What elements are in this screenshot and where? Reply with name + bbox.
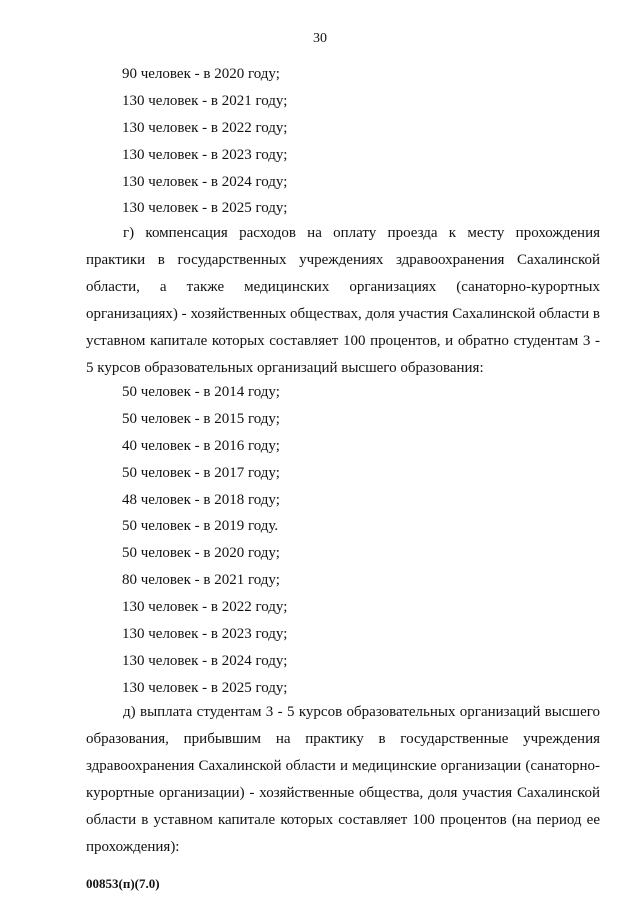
list-item: 130 человек - в 2025 году; <box>122 200 288 217</box>
paragraph-d-text: д) выплата студентам 3 - 5 курсов образовательных организаций высшего образования, прибывшим на практику в государственные учреждения здравоохранения Сахалинской области и медицинские организации (санаторно-курортные организации) - хозяйственные общества, доля участия Сахалинской области в уставном капитале которых составляет 100 процентов (на период ее прохождения): <box>86 704 600 855</box>
list-item: 80 человек - в 2021 году; <box>122 572 280 589</box>
year-list-1 <box>122 65 287 226</box>
paragraph-g-text: г) компенсация расходов на оплату проезда к месту прохождения практики в государственных учреждениях здравоохранения Сахалинской области, а также медицинских организациях (санаторно-курортных организациях) - хозяйственных обществах, доля участия Сахалинской области в уставном капитале которых составляет 100 процентов, и обратно студентам 3 - 5 курсов образовательных организаций высшего образования: <box>86 225 600 376</box>
list-item: 40 человек - в 2016 году; <box>122 437 280 454</box>
list-item: 50 человек - в 2015 году; <box>122 410 280 427</box>
page-number: 30 <box>313 31 327 46</box>
list-item: 130 человек - в 2024 году; <box>122 173 288 190</box>
list-item: 130 человек - в 2023 году; <box>122 146 288 163</box>
document-code: 00853(п)(7.0) <box>86 876 160 891</box>
list-item: 50 человек - в 2020 году; <box>122 545 280 562</box>
list-item: 130 человек - в 2024 году; <box>122 652 288 669</box>
list-item: 50 человек - в 2014 году; <box>122 384 280 400</box>
year-list-2 <box>122 383 287 706</box>
list-item: 50 человек - в 2019 году. <box>122 518 279 535</box>
list-item: 130 человек - в 2022 году; <box>122 119 288 136</box>
list-item: 48 человек - в 2018 году; <box>122 491 280 508</box>
list-item: 130 человек - в 2022 году; <box>122 599 288 616</box>
list-item: 50 человек - в 2017 году; <box>122 464 280 481</box>
list-item: 130 человек - в 2025 году; <box>122 679 288 696</box>
list-item: 90 человек - в 2020 году; <box>122 66 280 82</box>
paragraph-d <box>86 699 600 860</box>
list-item: 130 человек - в 2023 году; <box>122 626 288 643</box>
paragraph-g <box>86 220 600 381</box>
list-item: 130 человек - в 2021 году; <box>122 92 288 109</box>
